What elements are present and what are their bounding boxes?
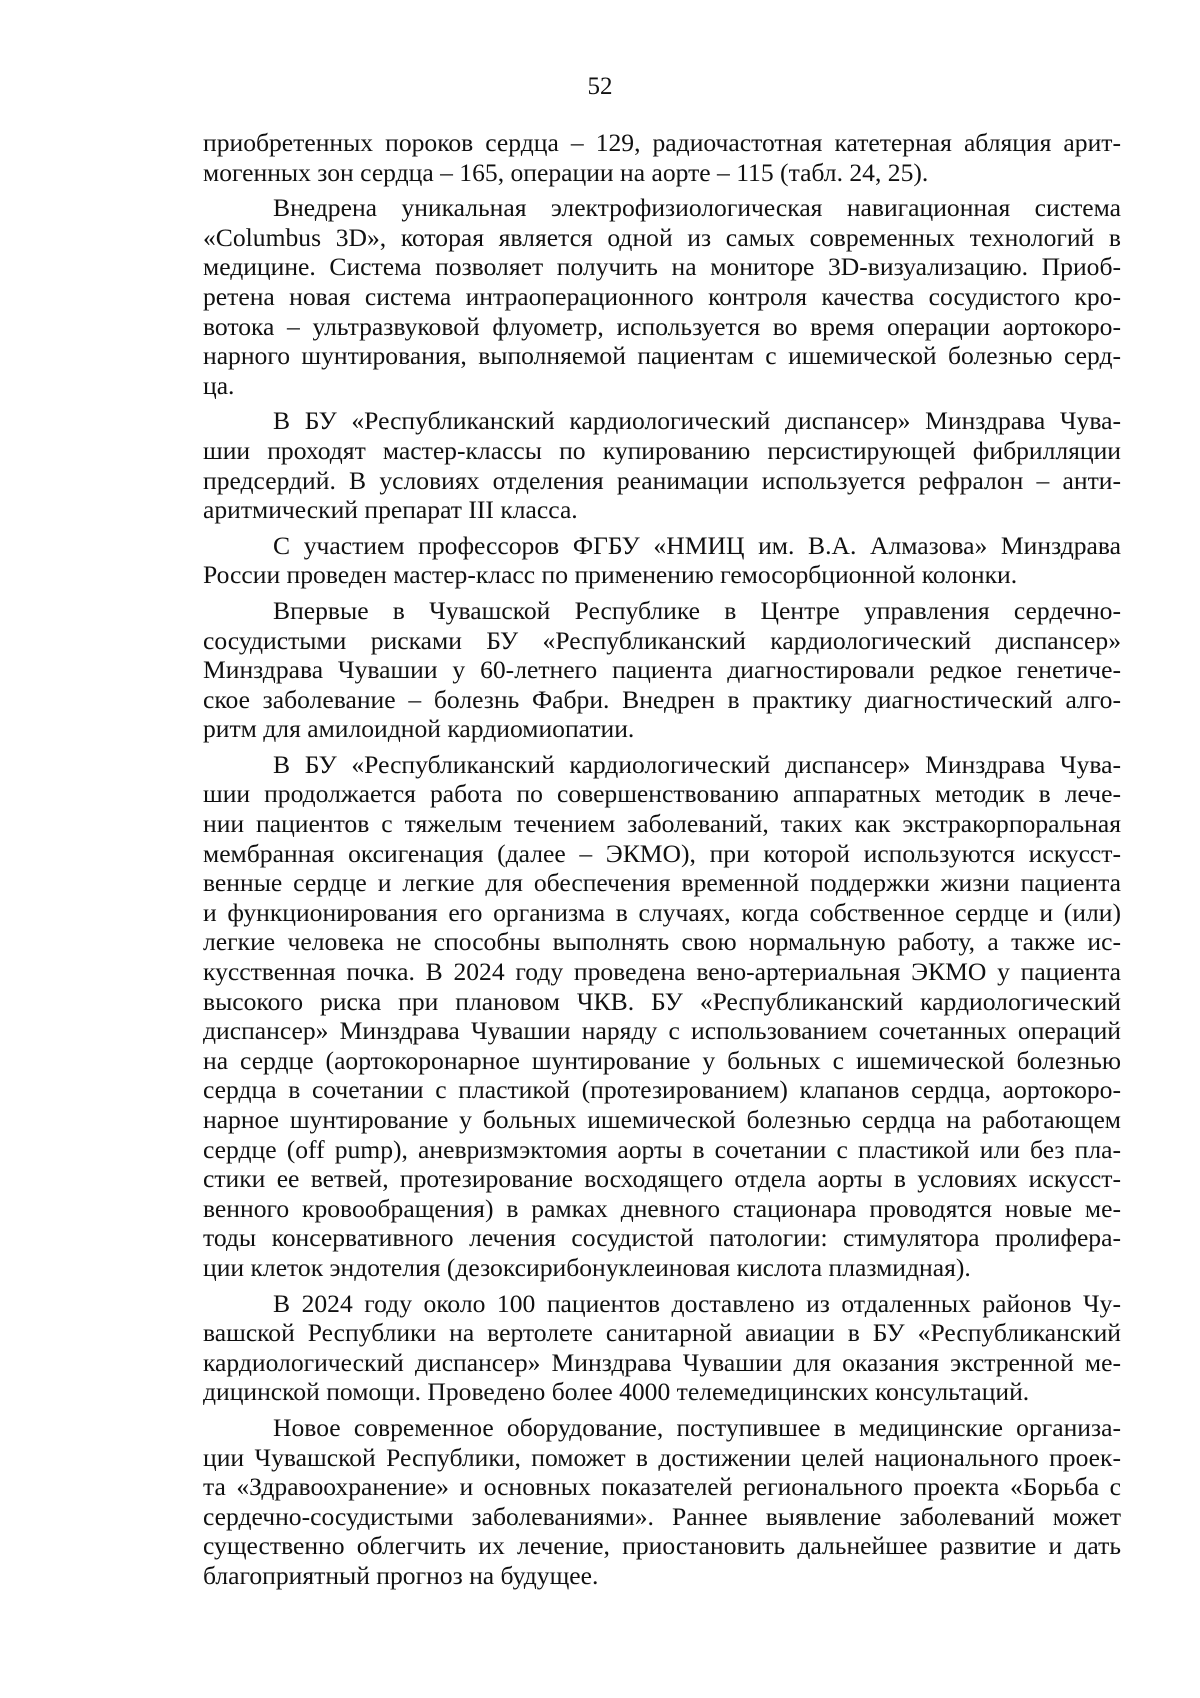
text-line: шии проходят мастер-классы по купированию персистирующей фибрилляции [203,435,1121,465]
text-line: России проведен мастер-класс по применению гемосорбционной колонки. [203,560,1018,590]
paragraph [203,406,1121,524]
text-line: диспансер» Минздрава Чувашии наряду с использованием сочетанных операций [203,1016,1121,1046]
text-line: благоприятный прогноз на будущее. [203,1560,599,1590]
text-line: Впервые в Чувашской Республике в Центре управления сердечно- [273,595,1121,625]
text-line: ции клеток эндотелия (дезоксирибонуклеиновая кислота плазмидная). [203,1252,971,1282]
text-line: высокого риска при плановом ЧКВ. БУ «Республиканский кардиологический [203,986,1121,1016]
text-line: та «Здравоохранение» и основных показателей регионального проекта «Борьба с [203,1472,1121,1502]
text-line: ца. [203,370,235,400]
text-line: и функционирования его организма в случаях, когда собственное сердце и (или) [203,897,1121,927]
paragraph [203,750,1121,1283]
text-line: сердечно-сосудистыми заболеваниями». Раннее выявление заболеваний может [203,1501,1121,1531]
text-line: на сердце (аортокоронарное шунтирование у больных с ишемической болезнью [203,1045,1121,1075]
text-line: нарного шунтирования, выполняемой пациентам с ишемической болезнью серд- [203,341,1121,371]
text-line: шии продолжается работа по совершенствованию аппаратных методик в лече- [203,779,1121,809]
text-line: нарное шунтирование у больных ишемической болезнью сердца на работающем [203,1105,1121,1134]
text-line: дицинской помощи. Проведено более 4000 телемедицинских консультаций. [203,1377,1030,1407]
text-line: нии пациентов с тяжелым течением заболеваний, таких как экстракорпоральная [203,809,1121,839]
text-line: ции Чувашской Республики, поможет в достижении целей национального проек- [203,1442,1121,1472]
paragraph [203,596,1121,744]
text-line: аритмический препарат III класса. [203,495,578,525]
text-line: могенных зон сердца – 165, операции на аорте – 115 (табл. 24, 25). [203,157,929,187]
text-line: легкие человека не способны выполнять свою нормальную работу, а также ис- [203,927,1121,957]
text-line: В БУ «Республиканский кардиологический диспансер» Минздрава Чува- [273,749,1121,779]
paragraph [203,1413,1121,1591]
text-line: венного кровообращения) в рамках дневного стационара проводятся новые ме- [203,1193,1121,1223]
text-line: существенно облегчить их лечение, приостановить дальнейшее развитие и дать [203,1531,1121,1561]
paragraph [203,531,1121,590]
text-line: кусственная почка. В 2024 году проведена вено-артериальная ЭКМО у пациента [203,957,1121,987]
text-line: тоды консервативного лечения сосудистой патологии: стимулятора пролифера- [203,1223,1121,1253]
text-line: сосудистыми рисками БУ «Республиканский кардиологический диспансер» [203,625,1121,655]
text-line: вашской Республики на вертолете санитарной авиации в БУ «Республиканский [203,1318,1121,1348]
text-line: медицине. Система позволяет получить на мониторе 3D-визуализацию. Приоб- [203,252,1121,282]
text-line: Внедрена уникальная электрофизиологическая навигационная система [273,193,1121,223]
page-number: 52 [587,73,613,100]
text-line: сердца в сочетании с пластикой (протезированием) клапанов сердца, аортокоро- [203,1075,1121,1105]
text-line: С участием профессоров ФГБУ «НМИЦ им. В.А. Алмазова» Минздрава [273,530,1121,560]
paragraph [203,193,1121,400]
text-line: В 2024 году около 100 пациентов доставлено из отдаленных районов Чу- [273,1288,1121,1318]
text-line: венные сердце и легкие для обеспечения временной поддержки жизни пациента [203,868,1121,898]
text-line: Новое современное оборудование, поступившее в медицинские организа- [273,1412,1121,1442]
text-line: Минздрава Чувашии у 60-летнего пациента диагностировали редкое генетиче- [203,655,1121,685]
text-line: кардиологический диспансер» Минздрава Чувашии для оказания экстренной ме- [203,1347,1121,1377]
text-line: стики ее ветвей, протезирование восходящего отдела аорты в условиях искусст- [203,1164,1121,1194]
paragraph [203,1289,1121,1407]
text-line: ское заболевание – болезнь Фабри. Внедрен в практику диагностический алго- [203,684,1121,714]
text-line: «Columbus 3D», которая является одной из самых современных технологий в [203,222,1121,252]
text-line: ретена новая система интраоперационного контроля качества сосудистого кро- [203,281,1121,311]
text-line: сердце (off pump), аневризмэктомия аорты в сочетании с пластикой или без пла- [203,1134,1121,1164]
document-body [203,128,1121,1591]
text-line: ритм для амилоидной кардиомиопатии. [203,714,635,744]
text-line: В БУ «Республиканский кардиологический диспансер» Минздрава Чува- [273,406,1121,436]
text-line: предсердий. В условиях отделения реанимации используется рефралон – анти- [203,465,1121,495]
text-line: приобретенных пороков сердца – 129, радиочастотная катетерная абляция арит- [203,128,1121,157]
paragraph [203,128,1121,187]
text-line: вотока – ультразвуковой флуометр, используется во время операции аортокоро- [203,311,1121,341]
text-line: мембранная оксигенация (далее – ЭКМО), при которой используются искусст- [203,838,1121,868]
